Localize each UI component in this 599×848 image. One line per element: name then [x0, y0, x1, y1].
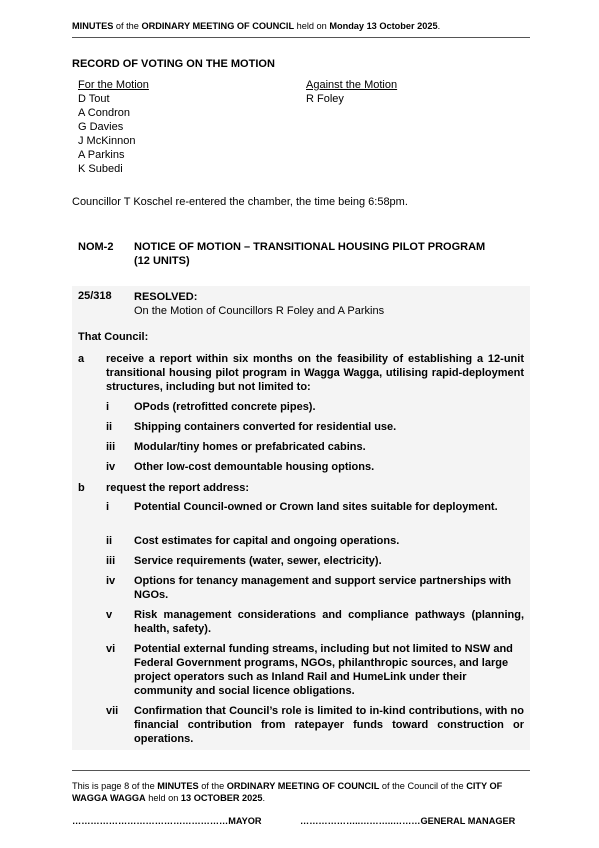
nom-title-line2: (12 UNITS)	[134, 255, 190, 267]
that-council: That Council:	[78, 331, 149, 343]
footer-text: This is page 8 of the	[72, 781, 158, 791]
voter-name: A Condron	[78, 107, 130, 119]
against-column	[306, 78, 397, 106]
voter-name: J McKinnon	[78, 135, 136, 147]
signature-line	[72, 816, 530, 826]
footer-meeting: ORDINARY MEETING OF COUNCIL	[226, 781, 380, 791]
voter-name: D Tout	[78, 93, 110, 105]
subclause-text: Service requirements (water, sewer, electricity).	[134, 555, 382, 567]
header-meeting: ORDINARY MEETING OF COUNCIL	[141, 21, 295, 31]
footer-text: of the Council of the	[379, 781, 467, 791]
resolution-mover: On the Motion of Councillors R Foley and A Parkins	[134, 305, 385, 317]
footer-date: 13 OCTOBER 2025	[180, 793, 263, 803]
clause-label: b	[78, 482, 85, 494]
voter-name: A Parkins	[78, 149, 125, 161]
subclause-text: Potential Council-owned or Crown land sites suitable for deployment.	[134, 501, 498, 513]
subclause-text: Other low-cost demountable housing options.	[134, 461, 375, 473]
against-heading: Against the Motion	[306, 79, 398, 91]
footer-minutes: MINUTES	[157, 781, 199, 791]
footer-text: held on	[145, 793, 181, 803]
general-manager-signature: ………………..………..………GENERAL MANAGER	[300, 816, 516, 826]
subclause-label: i	[106, 401, 110, 413]
subclause-text: Risk management considerations and compliance pathways (planning, health, safety).	[134, 609, 524, 635]
footer-city: CITY OF WAGGA WAGGA	[72, 781, 503, 803]
mayor-signature: ……………………………………………MAYOR	[72, 816, 262, 826]
header-held: held on	[294, 21, 330, 31]
header-date: Monday 13 October 2025	[329, 21, 438, 31]
subclause-text: Potential external funding streams, including but not limited to NSW and Federal Government programs, NGOs, philanthropic sources, and large project operators such as Inland Rail and HumeLink under their community and social licence obligations.	[134, 643, 513, 697]
header-period: .	[437, 21, 441, 31]
subclause-text: Cost estimates for capital and ongoing operations.	[134, 535, 400, 547]
subclause-label: vii	[106, 705, 119, 717]
subclause-label: iii	[106, 555, 116, 567]
resolution-number: 25/318	[78, 290, 112, 302]
voter-name: R Foley	[306, 93, 344, 105]
voter-name: K Subedi	[78, 163, 123, 175]
subclause-label: i	[106, 501, 110, 513]
subclause-text: Modular/tiny homes or prefabricated cabins.	[134, 441, 366, 453]
subclause-label: ii	[106, 535, 113, 547]
header-of: of the	[113, 21, 142, 31]
subclause-label: iv	[106, 461, 116, 473]
subclause-label: iv	[106, 575, 116, 587]
clause-text: request the report address:	[106, 482, 250, 494]
voting-title: RECORD OF VOTING ON THE MOTION	[72, 58, 275, 70]
subclause-label: iii	[106, 441, 116, 453]
footer-text: of the	[198, 781, 227, 791]
header-rule	[72, 37, 530, 38]
subclause-text: Shipping containers converted for residential use.	[134, 421, 397, 433]
koschel-note: Councillor T Koschel re-entered the chamber, the time being 6:58pm.	[72, 196, 408, 208]
footer-rule	[72, 770, 530, 771]
page-header	[72, 20, 530, 32]
subclause-text: OPods (retrofitted concrete pipes).	[134, 401, 316, 413]
subclause-label: vi	[106, 643, 116, 655]
clause-label: a	[78, 353, 85, 365]
subclause-label: ii	[106, 421, 113, 433]
nom-code: NOM-2	[78, 241, 114, 253]
for-column	[78, 78, 149, 176]
header-minutes: MINUTES	[72, 21, 114, 31]
page-footer	[72, 780, 530, 804]
resolution-heading: RESOLVED:	[134, 291, 198, 303]
clause-text: receive a report within six months on the feasibility of establishing a 12-unit transitional housing pilot program in Wagga Wagga, utilising rapid-deployment structures, including but not limited to:	[106, 353, 524, 393]
nom-title	[134, 240, 534, 268]
footer-text: .	[262, 793, 266, 803]
subclause-text: Confirmation that Council’s role is limited to in-kind contributions, with no financial contribution from ratepayer funds toward construction or operations.	[134, 705, 524, 745]
subclause-text: Options for tenancy management and support service partnerships with NGOs.	[134, 575, 512, 601]
nom-title-line1: NOTICE OF MOTION – TRANSITIONAL HOUSING PILOT PROGRAM	[134, 241, 486, 253]
subclause-label: v	[106, 609, 113, 621]
for-heading: For the Motion	[78, 79, 149, 91]
voter-name: G Davies	[78, 121, 124, 133]
